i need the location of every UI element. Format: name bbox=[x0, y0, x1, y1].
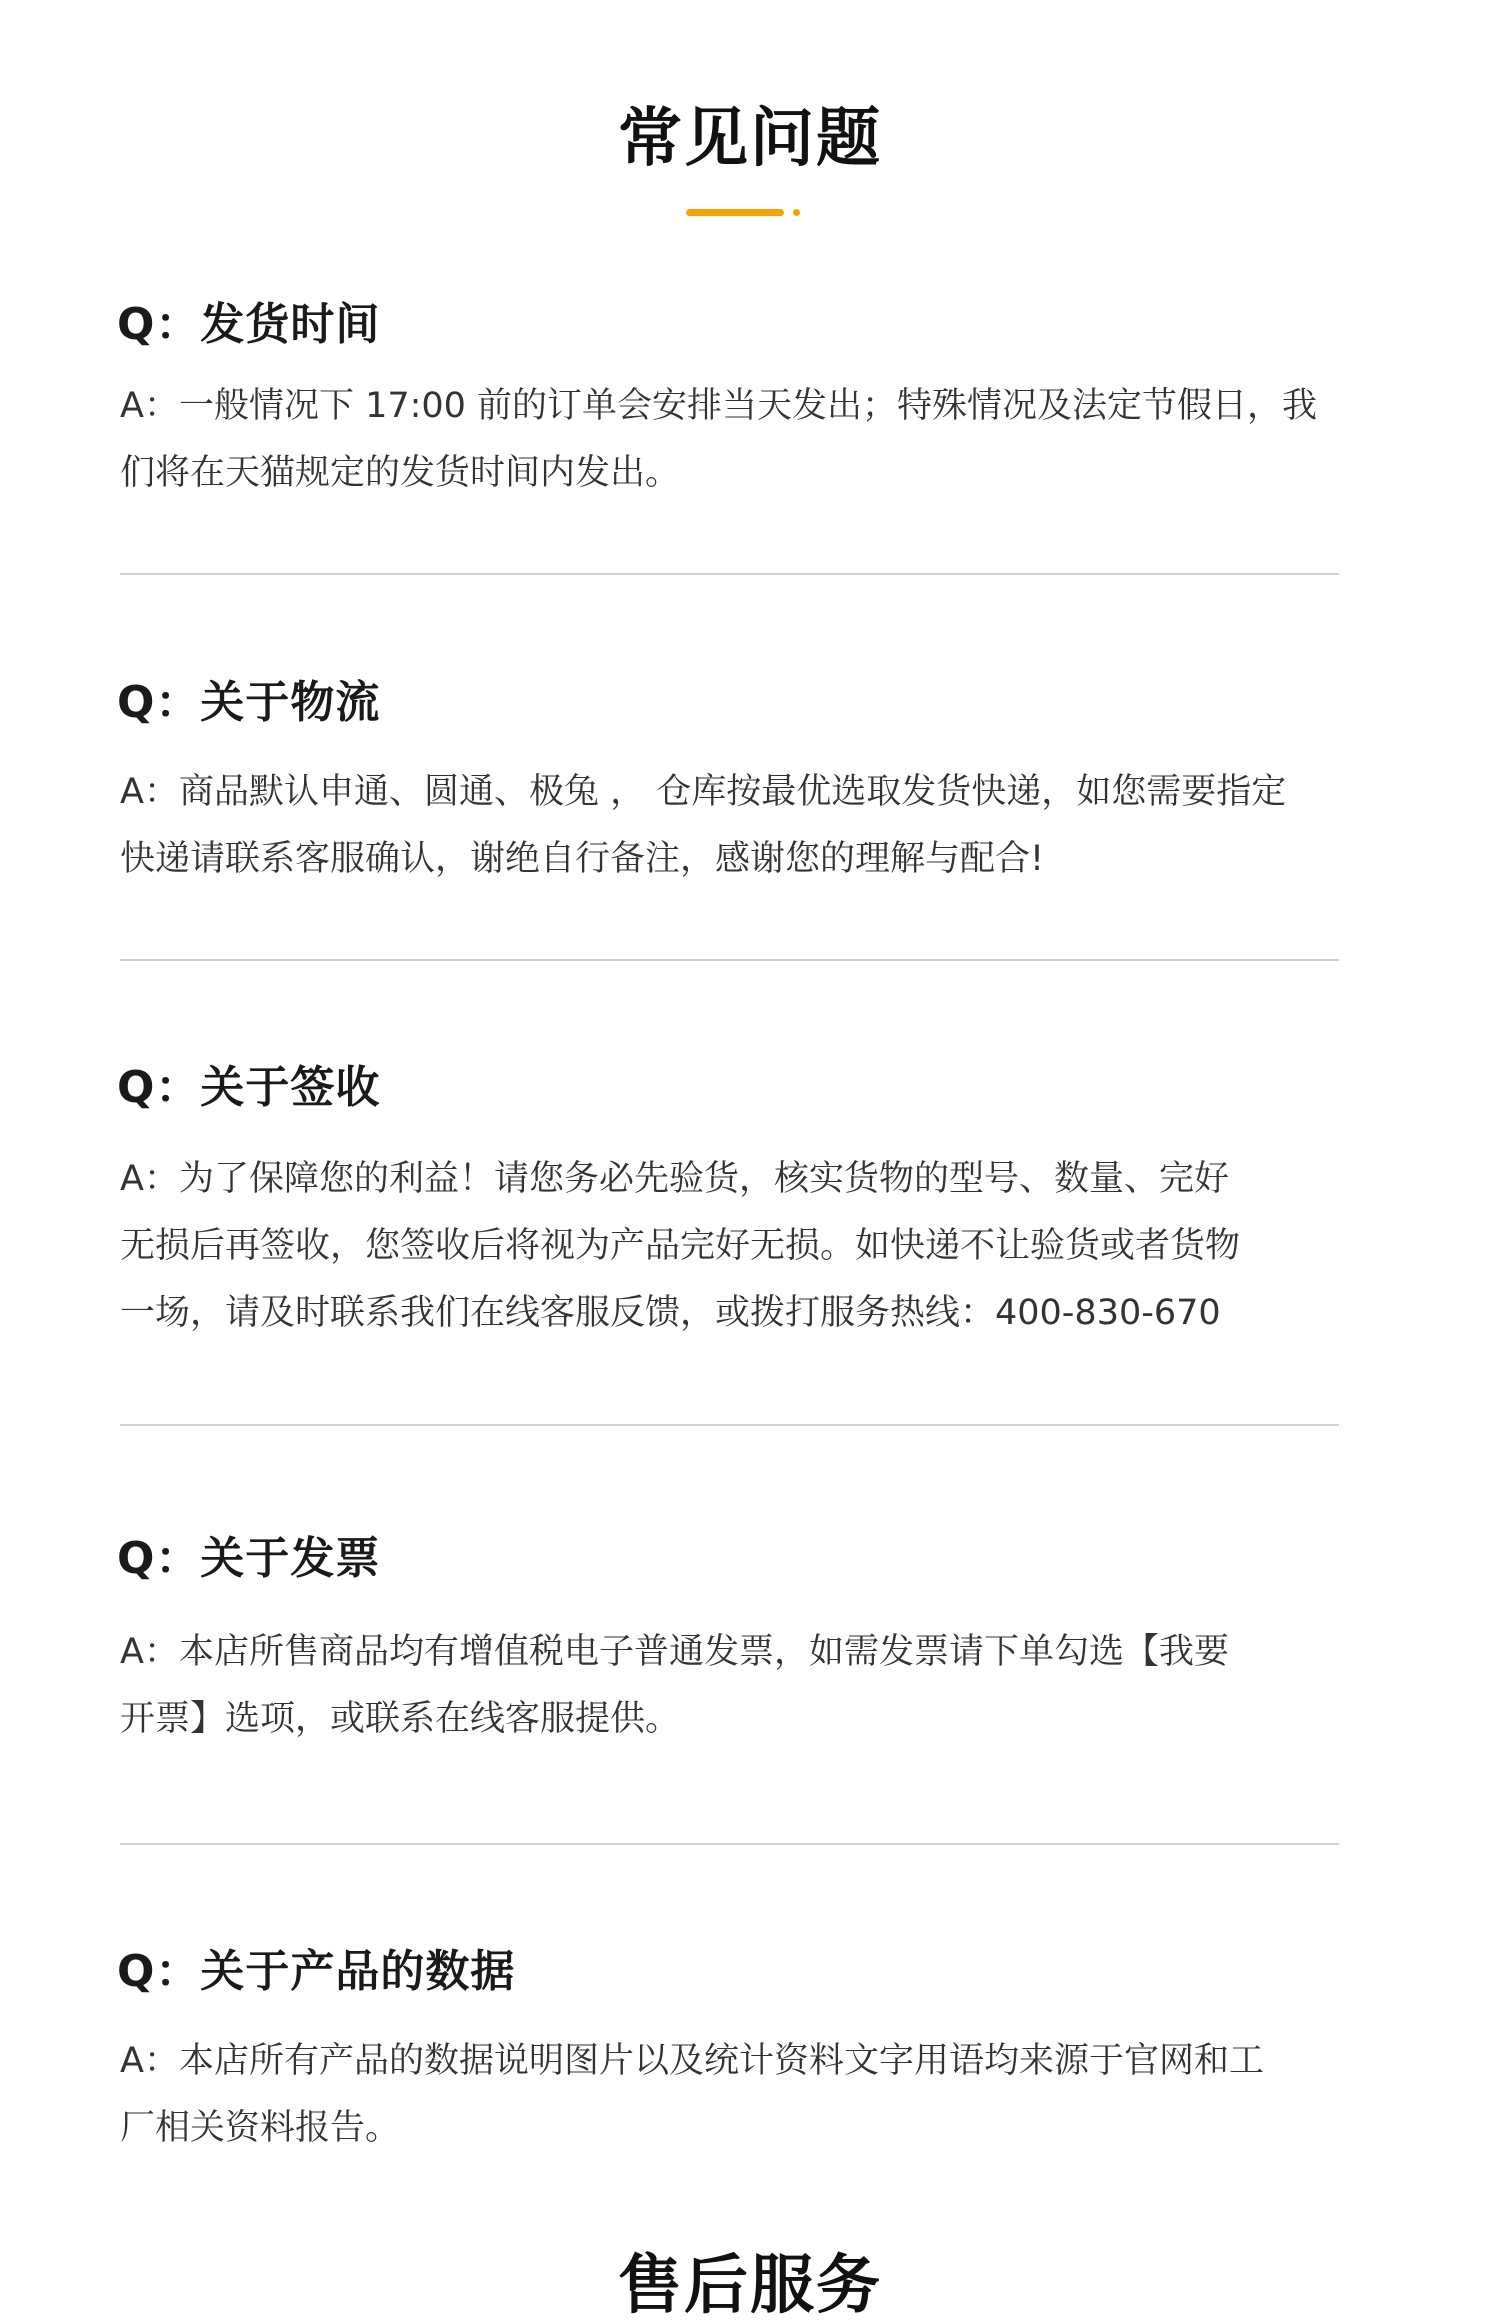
faq-answer-line: A：为了保障您的利益！请您务必先验货，核实货物的型号、数量、完好 bbox=[120, 1159, 1229, 1199]
faq-answer-line: A：商品默认申通、圆通、极兔 ， 仓库按最优选取发货快递，如您需要指定 bbox=[120, 772, 1287, 812]
faq-answer-line: 一场，请及时联系我们在线客服反馈，或拨打服务热线：400-830-670 bbox=[120, 1293, 1221, 1333]
faq-question: Q：关于签收 bbox=[117, 1062, 381, 1113]
faq-answer bbox=[120, 1146, 1420, 1347]
divider bbox=[120, 1424, 1339, 1426]
faq-answer-line: A：本店所售商品均有增值税电子普通发票，如需发票请下单勾选【我要 bbox=[120, 1632, 1229, 1672]
divider bbox=[120, 573, 1339, 575]
next-section-header bbox=[0, 2236, 1500, 2322]
faq-answer-line: 无损后再签收，您签收后将视为产品完好无损。如快递不让验货或者货物 bbox=[120, 1226, 1241, 1266]
faq-answer bbox=[120, 2028, 1420, 2162]
faq-question: Q：发货时间 bbox=[117, 299, 381, 350]
faq-question: Q：关于产品的数据 bbox=[117, 1946, 516, 1997]
faq-answer-line: 快递请联系客服确认，谢绝自行备注，感谢您的理解与配合! bbox=[120, 839, 1045, 879]
divider bbox=[120, 959, 1339, 961]
faq-answer-line: 厂相关资料报告。 bbox=[120, 2108, 401, 2148]
faq-answer-line: 开票】选项，或联系在线客服提供。 bbox=[120, 1699, 681, 1739]
faq-answer-line: 们将在天猫规定的发货时间内发出。 bbox=[120, 453, 681, 493]
faq-answer-line: A：一般情况下 17:00 前的订单会安排当天发出；特殊情况及法定节假日，我 bbox=[120, 386, 1318, 426]
next-section-title: 售后服务 bbox=[618, 2249, 882, 2322]
faq-answer bbox=[120, 759, 1420, 893]
divider bbox=[120, 1843, 1339, 1845]
faq-answer bbox=[120, 373, 1420, 507]
faq-question: Q：关于发票 bbox=[117, 1533, 381, 1584]
title-underline bbox=[686, 209, 784, 216]
faq-answer-line: A：本店所有产品的数据说明图片以及统计资料文字用语均来源于官网和工 bbox=[120, 2041, 1264, 2081]
page-title: 常见问题 bbox=[618, 102, 882, 176]
faq-question: Q：关于物流 bbox=[117, 677, 381, 728]
faq-answer bbox=[120, 1619, 1420, 1753]
title-underline-dot bbox=[793, 209, 800, 216]
